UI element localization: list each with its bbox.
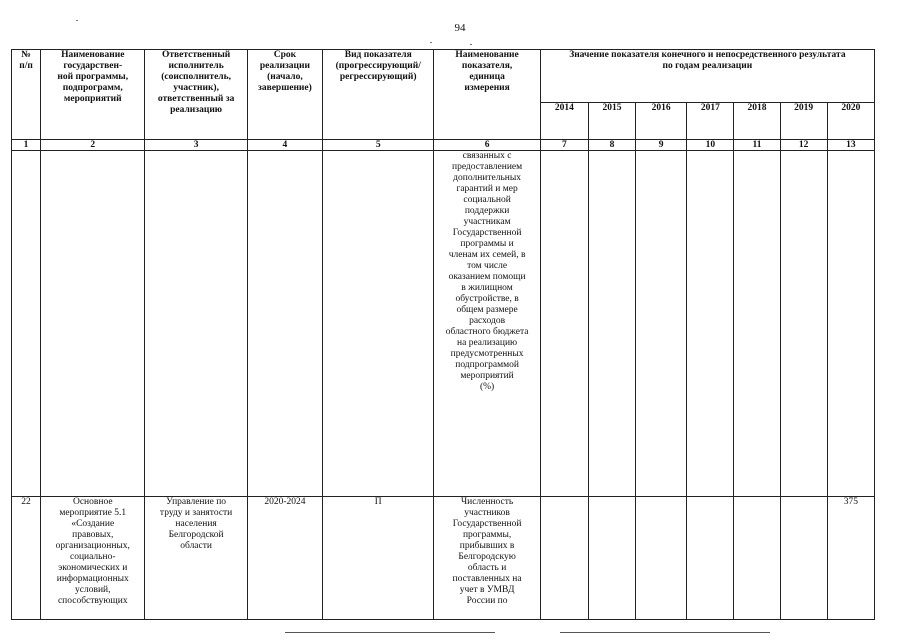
row-value: 375: [827, 497, 874, 620]
row-value: [588, 151, 635, 497]
table-row: [12, 151, 875, 497]
row-value: [687, 151, 734, 497]
indicator-table: [11, 49, 875, 620]
header-num: № п/п: [12, 50, 41, 140]
column-number: 13: [827, 140, 874, 151]
header-year: 2017: [687, 103, 734, 140]
row-term: [247, 151, 322, 497]
column-number: 1: [12, 140, 41, 151]
header-indicator-name: Наименование показателя, единица измерения: [434, 50, 540, 140]
header-year: 2016: [636, 103, 687, 140]
row-term: 2020-2024: [247, 497, 322, 620]
table-row: [12, 497, 875, 620]
scan-speck: [470, 44, 472, 45]
column-number: 9: [636, 140, 687, 151]
column-number: 7: [540, 140, 588, 151]
column-number: 3: [145, 140, 247, 151]
header-values-group: Значение показателя конечного и непосредственного результата по годам реализации: [540, 50, 874, 103]
row-value: [780, 151, 827, 497]
column-number: 10: [687, 140, 734, 151]
header-year: 2020: [827, 103, 874, 140]
row-responsible: [145, 151, 247, 497]
row-indicator-type: [323, 151, 434, 497]
column-number: 4: [247, 140, 322, 151]
row-value: [540, 497, 588, 620]
row-value: [827, 151, 874, 497]
row-value: [734, 151, 780, 497]
header-row: [12, 50, 875, 103]
header-year: 2015: [588, 103, 635, 140]
column-number: 2: [41, 140, 145, 151]
row-indicator-type: П: [323, 497, 434, 620]
header-year: 2019: [780, 103, 827, 140]
row-name: Основное мероприятие 5.1 «Создание правовых, организационных, социально- экономических и информационных условий, способствующих: [41, 497, 145, 620]
column-number: 5: [323, 140, 434, 151]
row-responsible: Управление по труду и занятости населения Белгородской области: [145, 497, 247, 620]
row-value: [636, 151, 687, 497]
row-name: [41, 151, 145, 497]
row-num: 22: [12, 497, 41, 620]
row-num: [12, 151, 41, 497]
column-number: 6: [434, 140, 540, 151]
row-value: [780, 497, 827, 620]
header-term: Срок реализации (начало, завершение): [247, 50, 322, 140]
column-number: 8: [588, 140, 635, 151]
header-name: Наименование государствен- ной программы, подпрограмм, мероприятий: [41, 50, 145, 140]
row-value: [734, 497, 780, 620]
row-value: [588, 497, 635, 620]
page-number: 94: [454, 22, 466, 34]
scan-line: [285, 632, 495, 633]
header-responsible: Ответственный исполнитель (соисполнитель, участник), ответственный за реализацию: [145, 50, 247, 140]
row-value: [687, 497, 734, 620]
header-year: 2014: [540, 103, 588, 140]
column-number-row: [12, 140, 875, 151]
row-indicator-name: Численность участников Государственной программы, прибывших в Белгородскую область и поставленных на учет в УМВД России по: [434, 497, 540, 620]
row-indicator-name: связанных с предоставлением дополнительных гарантий и мер социальной поддержки участникам Государственной программы и членам их семей, в том числе оказанием помощи в жилищном обустройстве, в общем размере расходов областного бюджета на реализацию предусмотренных подпрограммой мероприятий (%): [434, 151, 540, 497]
scan-line: [560, 632, 770, 633]
scan-speck: [430, 42, 432, 43]
column-number: 12: [780, 140, 827, 151]
column-number: 11: [734, 140, 780, 151]
row-value: [636, 497, 687, 620]
row-value: [540, 151, 588, 497]
header-year: 2018: [734, 103, 780, 140]
scan-speck: [76, 20, 78, 21]
header-indicator-type: Вид показателя (прогрессирующий/ регрессирующий): [323, 50, 434, 140]
